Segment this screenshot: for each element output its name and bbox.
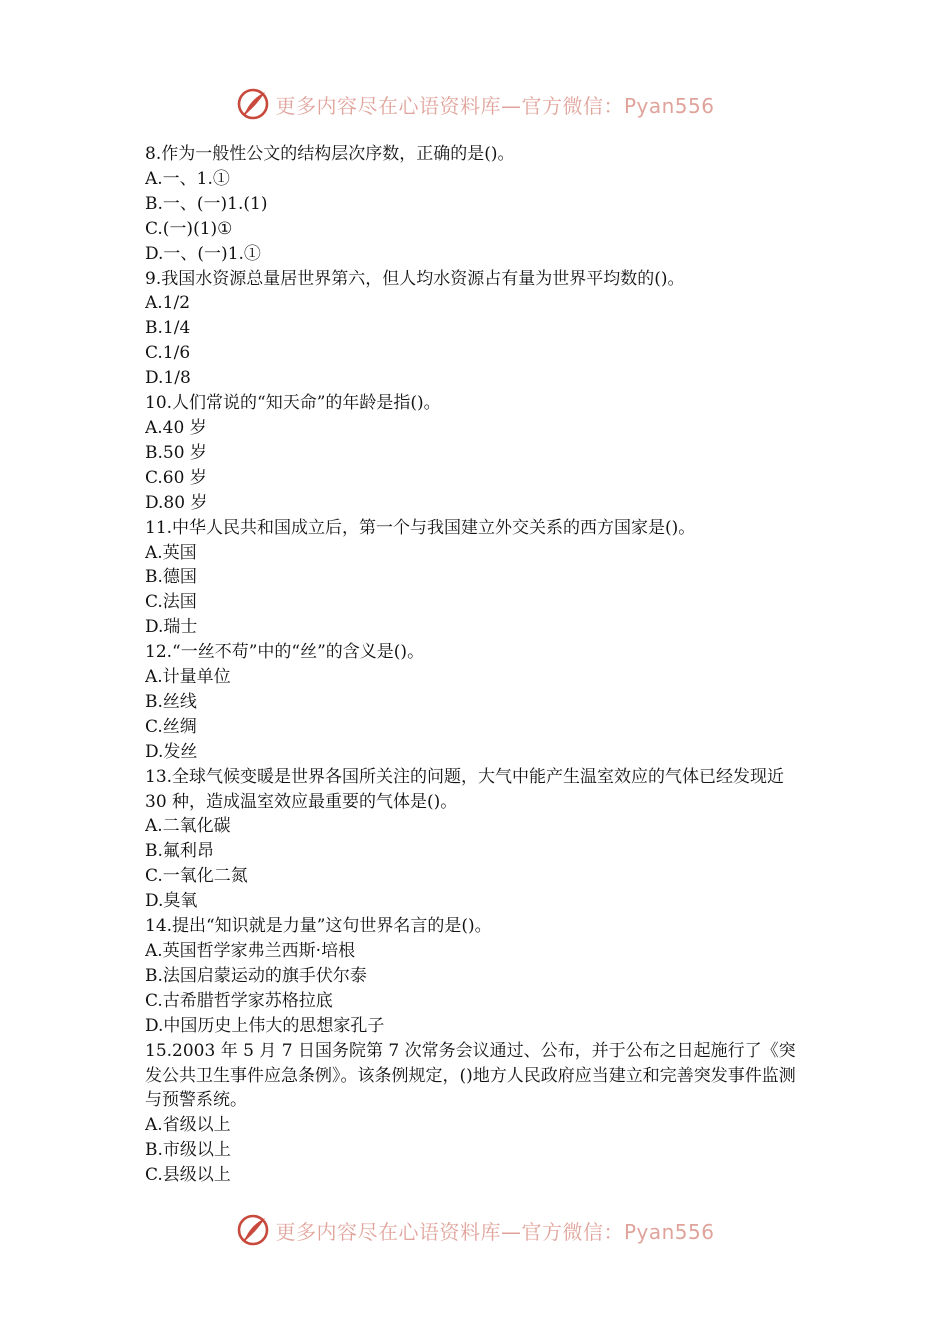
question-stem: 13.全球气候变暖是世界各国所关注的问题，大气中能产生温室效应的气体已经发现近 30 种，造成温室效应最重要的气体是()。: [145, 766, 785, 812]
footer-watermark: [0, 1210, 950, 1250]
watermark-text: 更多内容尽在心语资料库—官方微信：Pyan556: [275, 1219, 715, 1244]
answer-option: A.计量单位: [145, 667, 231, 688]
answer-option: A.40 岁: [145, 417, 207, 438]
header-watermark: [0, 84, 950, 124]
question-stem: 14.提出“知识就是力量”这句世界名言的是()。: [145, 916, 492, 937]
answer-option: D.臭氧: [145, 891, 198, 912]
question-stem: 12.“一丝不苟”中的“丝”的含义是()。: [145, 642, 425, 663]
question-stem: 15.2003 年 5 月 7 日国务院第 7 次常务会议通过、公布，并于公布之日起施行了《突发公共卫生事件应急条例》。该条例规定，()地方人民政府应当建立和完善突发事件监测与预警系统。: [145, 1040, 796, 1111]
answer-option: B.市级以上: [145, 1140, 231, 1161]
answer-option: D.一、(一)1.①: [145, 243, 261, 264]
answer-option: A.英国哲学家弗兰西斯·培根: [145, 941, 356, 961]
watermark-text: 更多内容尽在心语资料库—官方微信：Pyan556: [275, 93, 715, 118]
answer-option: D.1/8: [145, 368, 191, 389]
answer-option: C.古希腊哲学家苏格拉底: [145, 990, 333, 1011]
answer-option: C.县级以上: [145, 1165, 231, 1186]
answer-option: C.1/6: [145, 343, 191, 364]
question-stem: 11.中华人民共和国成立后，第一个与我国建立外交关系的西方国家是()。: [145, 517, 696, 538]
answer-option: D.中国历史上伟大的思想家孔子: [145, 1015, 385, 1036]
answer-option: A.二氧化碳: [145, 816, 231, 837]
answer-option: D.瑞士: [145, 617, 198, 638]
quill-logo-icon: [235, 86, 271, 122]
answer-option: A.1/2: [145, 293, 191, 314]
answer-option: C.法国: [145, 592, 197, 613]
answer-option: C.(一)(1)①: [145, 218, 233, 239]
answer-option: B.德国: [145, 567, 197, 588]
answer-option: C.一氧化二氮: [145, 866, 248, 887]
answer-option: B.丝线: [145, 691, 197, 712]
question-list: [145, 142, 810, 1188]
question-stem: 9.我国水资源总量居世界第六，但人均水资源占有量为世界平均数的()。: [145, 268, 685, 289]
answer-option: B.1/4: [145, 318, 191, 339]
answer-option: B.氟利昂: [145, 841, 214, 862]
answer-option: C.丝绸: [145, 716, 197, 737]
answer-option: D.80 岁: [145, 492, 208, 513]
answer-option: B.50 岁: [145, 442, 207, 463]
answer-option: B.法国启蒙运动的旗手伏尔泰: [145, 965, 367, 986]
answer-option: A.省级以上: [145, 1115, 231, 1136]
answer-option: A.英国: [145, 542, 197, 563]
answer-option: C.60 岁: [145, 467, 207, 488]
question-stem: 10.人们常说的“知天命”的年龄是指()。: [145, 393, 441, 414]
question-stem: 8.作为一般性公文的结构层次序数，正确的是()。: [145, 144, 515, 164]
answer-option: A.一、1.①: [145, 168, 230, 189]
answer-option: B.一、(一)1.(1): [145, 193, 268, 214]
quill-logo-icon: [235, 1212, 271, 1248]
answer-option: D.发丝: [145, 741, 198, 762]
